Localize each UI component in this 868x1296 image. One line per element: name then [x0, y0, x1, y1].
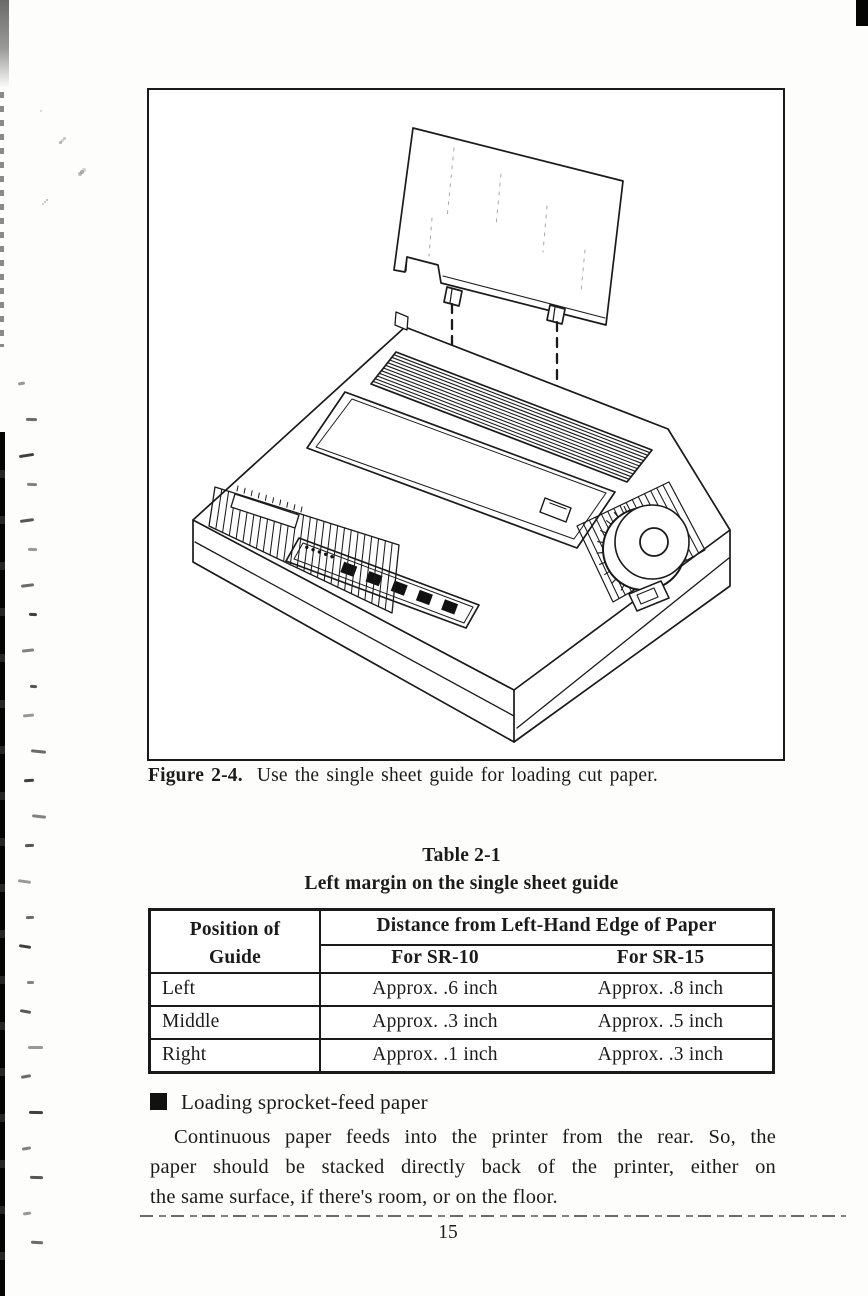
col-header-position-of-guide: Position of Guide [151, 911, 321, 972]
scan-tick-mark [30, 1176, 43, 1179]
table-row-right-position: Right [151, 1038, 321, 1071]
scan-tick-mark [22, 1146, 31, 1150]
table-row-right-sr15: Approx. .3 inch [549, 1038, 772, 1071]
scan-tick-mark [20, 518, 34, 523]
scan-tick-mark [21, 1074, 31, 1079]
scan-artifact-top-right [856, 0, 868, 26]
scan-artifact-left-edge-streak [0, 432, 5, 1296]
scan-tick-mark [18, 381, 25, 385]
scan-tick-mark [20, 1009, 31, 1014]
scan-artifact-top-left [0, 0, 9, 88]
table-row-left-sr15: Approx. .8 inch [549, 972, 772, 1005]
table-row-left-position: Left [151, 972, 321, 1005]
scan-speck [82, 168, 86, 172]
table-title: Table 2-1 [422, 845, 501, 866]
scan-tick-mark [27, 981, 34, 984]
figure-2-4-box [147, 88, 785, 761]
body-line: the same surface, if there's room, or on the floor. [150, 1186, 558, 1208]
scan-tick-mark [23, 1211, 31, 1215]
single-sheet-guide [394, 128, 623, 325]
table-row-middle-sr15: Approx. .5 inch [549, 1005, 772, 1038]
footer-dashed-divider [140, 1215, 846, 1217]
col-group-header-distance: Distance from Left-Hand Edge of Paper [321, 911, 772, 946]
scan-tick-mark [19, 453, 34, 458]
table-row-left-sr10: Approx. .6 inch [321, 972, 549, 1005]
rear-tab [395, 312, 408, 330]
scan-speck [42, 203, 44, 205]
section-heading-text: Loading sprocket-feed paper [181, 1090, 428, 1114]
scan-tick-mark [28, 1046, 43, 1049]
scan-speck [46, 199, 48, 201]
scan-tick-mark [26, 916, 34, 919]
section-bullet-square-icon [150, 1093, 167, 1110]
scan-tick-mark [26, 418, 37, 421]
scan-tick-mark [21, 583, 34, 588]
section-heading [150, 1090, 777, 1115]
col-header-sr10: For SR-10 [391, 947, 479, 968]
scan-tick-mark [28, 548, 37, 551]
scan-tick-mark [29, 1111, 43, 1114]
scan-speck [44, 201, 46, 203]
scan-artifact-left-dashes [0, 92, 4, 347]
body-paragraph [150, 1122, 776, 1212]
col-header-sr15: For SR-15 [616, 947, 705, 968]
figure-caption-text: Use the single sheet guide for loading cut paper. [256, 765, 658, 786]
table-subtitle: Left margin on the single sheet guide [304, 873, 619, 894]
scan-tick-mark [25, 844, 34, 847]
scan-tick-mark [24, 779, 34, 783]
body-line: paper should be stacked directly back of the printer, either on [150, 1156, 776, 1178]
scan-tick-mark [22, 648, 34, 652]
page-number: 15 [438, 1222, 458, 1243]
scan-tick-mark [19, 944, 31, 949]
body-line: Continuous paper feeds into the printer from the rear. So, the [174, 1126, 776, 1148]
scan-speck [63, 137, 66, 140]
table-row-middle-position: Middle [151, 1005, 321, 1038]
scan-tick-mark [31, 749, 46, 754]
table-row-right-sr10: Approx. .1 inch [321, 1038, 549, 1071]
scan-tick-mark [18, 879, 31, 884]
scan-tick-mark [23, 714, 34, 718]
scan-tick-mark [31, 1241, 43, 1245]
scan-tick-mark [32, 814, 46, 819]
figure-caption-label: Figure 2-4. [148, 765, 243, 786]
printer-body [193, 312, 730, 742]
scan-tick-mark [30, 685, 37, 689]
scan-speck [40, 110, 42, 112]
left-margin-table [148, 908, 775, 1074]
figure-caption [148, 765, 780, 787]
scan-tick-mark [29, 613, 37, 617]
scan-tick-mark [27, 483, 37, 486]
printer-illustration [149, 90, 783, 759]
table-row-middle-sr10: Approx. .3 inch [321, 1005, 549, 1038]
